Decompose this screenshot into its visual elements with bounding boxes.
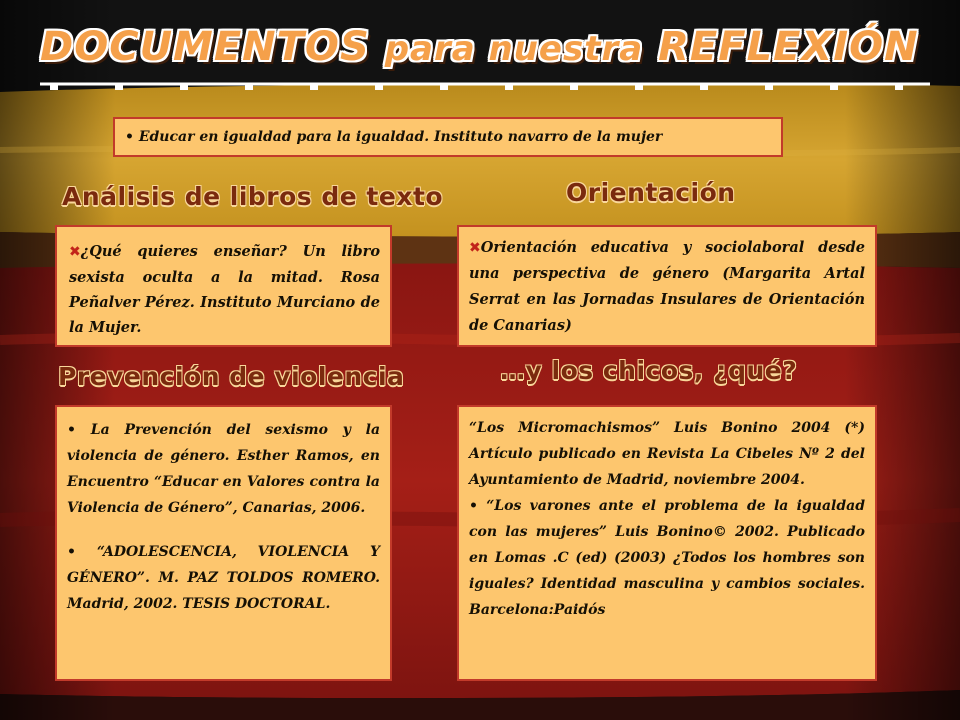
chicos-text-1: “Los Micromachismos” Luis Bonino 2004 (*) Artículo publicado en Revista La Cibeles Nº 2 del Ayuntamiento de Madrid, noviembre 2004.: [469, 420, 865, 488]
prevencion-box: [55, 405, 392, 681]
bullet-dot-icon: •: [125, 129, 134, 145]
orientacion-box: [457, 225, 877, 347]
prevencion-text-2: “ADOLESCENCIA, VIOLENCIA Y GÉNERO”. M. PAZ TOLDOS ROMERO. Madrid, 2002. TESIS DOCTORAL.: [67, 544, 381, 612]
bullet-dot-icon: •: [469, 498, 478, 514]
prevencion-text-1: La Prevención del sexismo y la violencia de género. Esther Ramos, en Encuentro “Educar en Valores contra la Violencia de Género”, Canarias, 2006.: [67, 422, 381, 516]
heading-orientacion: Orientación: [566, 178, 736, 207]
prevencion-item-1: [67, 417, 380, 521]
title-underline-divider: [40, 82, 930, 90]
analisis-box: [55, 225, 392, 347]
top-reference-box: [113, 117, 783, 157]
orientacion-item: [469, 235, 865, 339]
analisis-text: ¿Qué quieres enseñar? Un libro sexista oculta a la mitad. Rosa Peñalver Pérez. Instituto Murciano de la Mujer.: [69, 243, 380, 336]
heading-analisis-libros: Análisis de libros de texto: [62, 182, 444, 211]
title-word-reflexion: REFLEXIÓN: [658, 24, 919, 70]
prevencion-item-2: [67, 539, 380, 617]
bullet-dot-icon: •: [67, 422, 76, 438]
top-reference-text: Educar en igualdad para la igualdad. Instituto navarro de la mujer: [138, 129, 663, 145]
title-word-documentos: DOCUMENTOS: [40, 24, 370, 70]
heading-y-los-chicos: …y los chicos, ¿qué?: [500, 356, 798, 385]
chicos-box: [457, 405, 877, 681]
orientacion-text: Orientación educativa y sociolaboral desde una perspectiva de género (Margarita Artal Serrat en las Jornadas Insulares de Orientación de Canarias): [469, 239, 865, 334]
analisis-item: [69, 239, 380, 340]
chicos-text-2: “Los varones ante el problema de la igualdad con las mujeres” Luis Bonino© 2002. Publicado en Lomas .C (ed) (2003) ¿Todos los hombres son iguales? Identidad masculina y cambios sociales. Barcelona:Paidós: [469, 498, 865, 618]
cross-bullet-icon: ✖: [69, 244, 81, 260]
bullet-dot-icon: •: [67, 544, 76, 560]
title-word-para-nuestra: para nuestra: [384, 29, 644, 69]
cross-bullet-icon: ✖: [469, 240, 481, 256]
page-title: [40, 22, 930, 72]
heading-prevencion-violencia: Prevención de violencia: [58, 362, 405, 391]
chicos-item-1: [469, 415, 865, 493]
chicos-item-2: [469, 493, 865, 623]
